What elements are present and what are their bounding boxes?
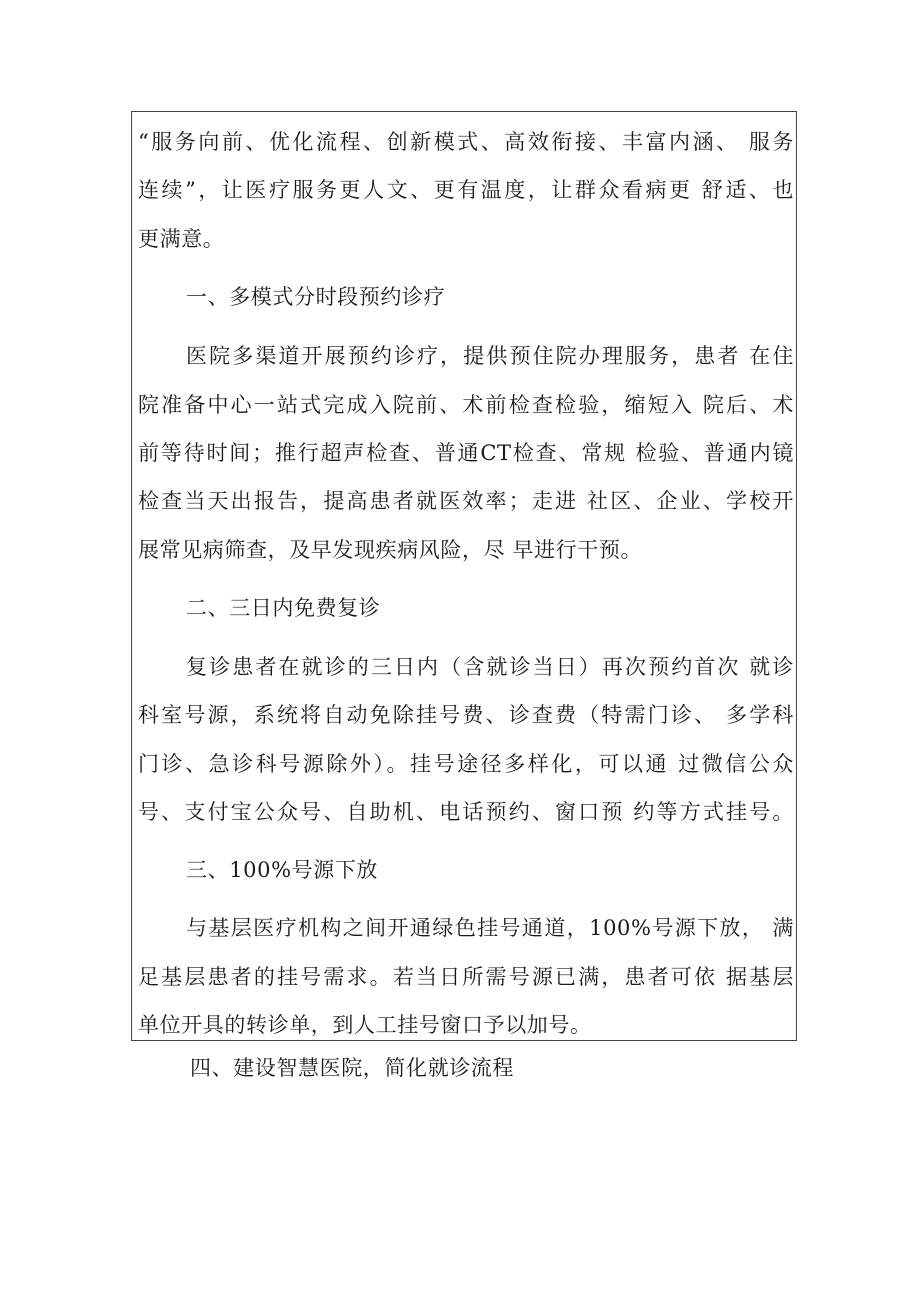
content-border-box (131, 111, 797, 1041)
section-2-line-2: 科室号源，系统将自动免除挂号费、诊查费（特需门诊、 多学科 (138, 703, 794, 727)
section-2-line-3: 门诊、急诊科号源除外）。挂号途径多样化，可以通 过微信公众 (138, 752, 794, 776)
section-1-line-5: 展常见病筛查，及早发现疾病风险，尽 早进行干预。 (138, 538, 643, 562)
section-3-line-1: 与基层医疗机构之间开通绿色挂号通道，100%号源下放， 满 (186, 916, 794, 940)
section-2-line-1: 复诊患者在就诊的三日内（含就诊当日）再次预约首次 就诊 (186, 655, 794, 679)
intro-line-1: “服务向前、优化流程、创新模式、高效衔接、丰富内涵、 服务 (138, 130, 794, 154)
intro-line-3: 更满意。 (138, 227, 225, 251)
section-3-line-3: 单位开具的转诊单，到人工挂号窗口予以加号。 (138, 1013, 592, 1037)
section-4-heading: 四、建设智慧医院，简化就诊流程 (190, 1056, 514, 1080)
section-3-line-2: 足基层患者的挂号需求。若当日所需号源已满，患者可依 据基层 (138, 965, 794, 989)
section-2-heading: 二、三日内免费复诊 (186, 596, 381, 620)
section-1-line-2: 院准备中心一站式完成入院前、术前检查检验，缩短入 院后、术 (138, 393, 794, 417)
section-1-heading: 一、多模式分时段预约诊疗 (186, 285, 446, 309)
section-2-line-4: 号、支付宝公众号、自助机、电话预约、窗口预 约等方式挂号。 (138, 800, 794, 824)
section-1-line-3: 前等待时间；推行超声检查、普通CT检查、常规 检验、普通内镜 (138, 441, 794, 465)
section-1-line-4: 检查当天出报告，提高患者就医效率；走进 社区、企业、学校开 (138, 489, 794, 513)
intro-line-2: 连续”，让医疗服务更人文、更有温度，让群众看病更 舒适、也 (138, 178, 794, 202)
section-3-heading: 三、100%号源下放 (186, 858, 379, 882)
section-1-line-1: 医院多渠道开展预约诊疗，提供预住院办理服务，患者 在住 (186, 344, 794, 368)
